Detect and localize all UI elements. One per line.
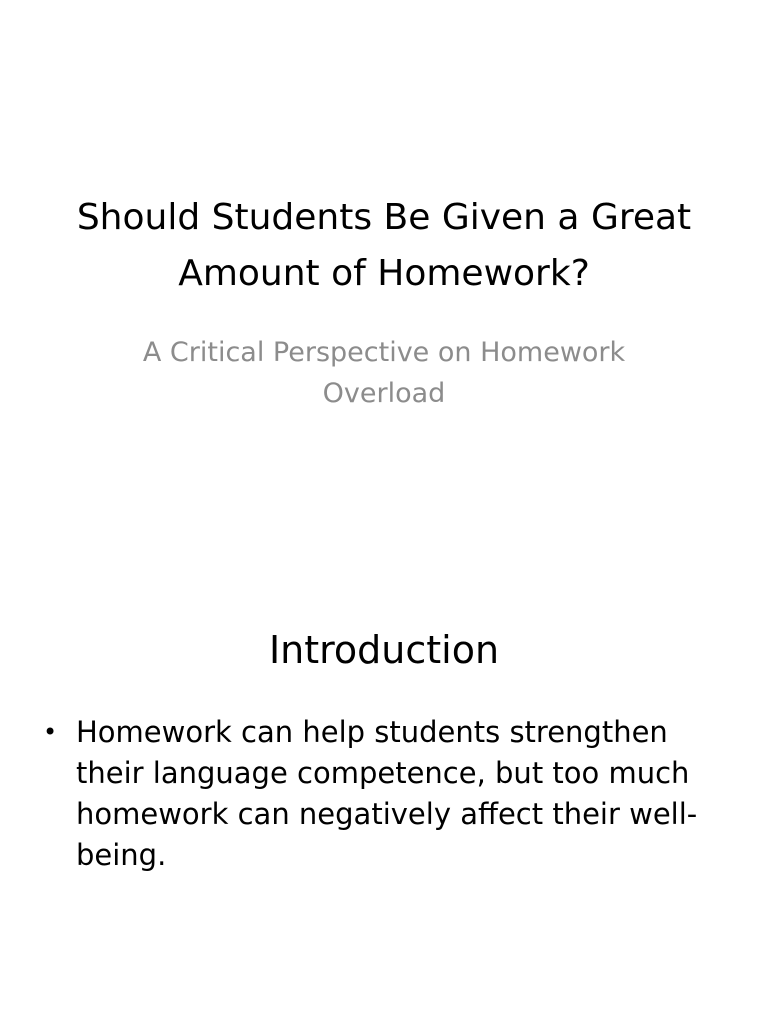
bullet-list (40, 712, 730, 876)
presentation-subtitle: A Critical Perspective on Homework Overload (142, 337, 626, 409)
introduction-slide (0, 576, 768, 1024)
bullet-icon: • (43, 718, 58, 746)
presentation-title: Should Students Be Given a Great Amount of Homework? (76, 197, 692, 294)
bullet-text: Homework can help students strengthen their language competence, but too much homework can negatively affect their well-being. (76, 715, 698, 872)
slide-heading: Introduction (268, 628, 500, 672)
bullet-item (40, 712, 730, 876)
